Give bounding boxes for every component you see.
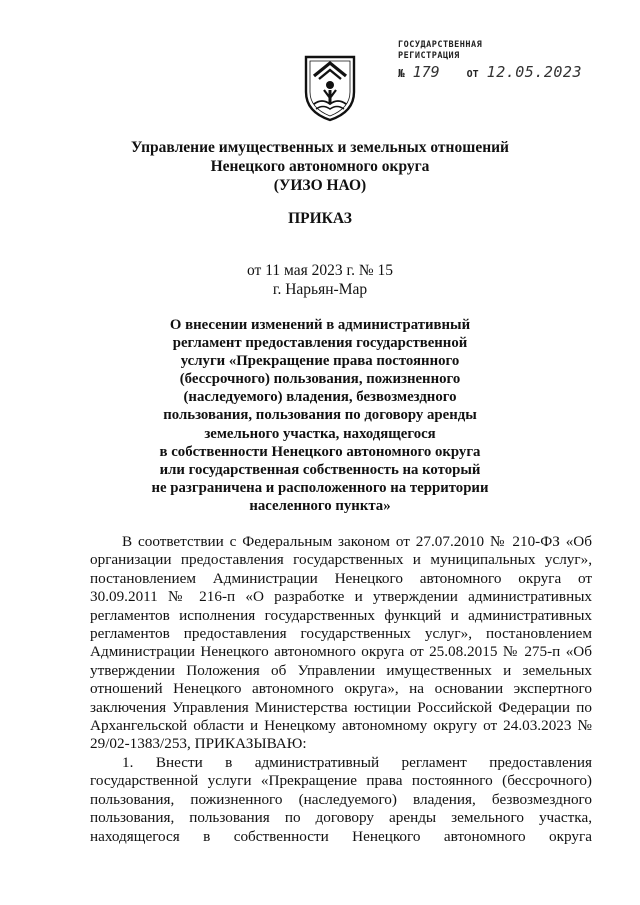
organization-line2: Ненецкого автономного округа — [210, 158, 430, 175]
subject-line: услуги «Прекращение права постоянного — [180, 353, 460, 370]
subject-line: регламент предоставления государственной — [172, 335, 468, 352]
organization-line1: Управление имущественных и земельных отношений — [131, 139, 509, 156]
order-title: ПРИКАЗ — [288, 210, 352, 227]
subject-line: земельного участка, находящегося — [204, 425, 436, 442]
subject-line: пользования, пользования по договору аренды — [163, 407, 477, 424]
order-subject — [130, 316, 510, 515]
registration-from-label: ОТ — [466, 69, 479, 80]
subject-line: населенного пункта» — [249, 497, 391, 514]
registration-number-sign: № — [398, 67, 405, 80]
order-date-line: от 11 мая 2023 г. № 15 — [247, 262, 393, 279]
registration-stamp — [398, 40, 598, 81]
organization-name — [90, 138, 550, 195]
subject-line: не разграничена и расположенного на территории — [151, 479, 489, 496]
body-paragraph-item1: 1. Внести в административный регламент предоставления государственной услуги «Прекращение права постоянного (бессрочного) пользования, пожизненного (наследуемого) владения, безвозмездного пользования, пользования по договору аренды земельного участка, находящегося в собственности Ненецкого автономного округа — [90, 753, 592, 845]
organization-line3: (УИЗО НАО) — [273, 177, 367, 194]
registration-number: 179 — [412, 63, 440, 81]
subject-line: (наследуемого) владения, безвозмездного — [183, 389, 457, 406]
city: г. Нарьян-Мар — [272, 281, 368, 298]
body-paragraph-preamble: В соответствии с Федеральным законом от 27.07.2010 № 210-ФЗ «Об организации предоставления государственных и муниципальных услуг», постановлением Администрации Ненецкого автономного округа от 30.09.2011 № 216-п «О разработке и утверждении административных регламентов исполнения государственных функций и административных регламентов предоставления государственных услуг», постановлением Администрации Ненецкого автономного округа от 25.08.2015 № 275-п «Об утверждении Положения об Управлении имущественных и земельных отношений Ненецкого автономного округа», на основании экспертного заключения Управления Министерства юстиции Российской Федерации по Архангельской области и Ненецкому автономному округу от 24.03.2023 № 29/02-1383/253, ПРИКАЗЫВАЮ: — [90, 533, 592, 753]
subject-line: или государственная собственность на который — [159, 461, 481, 478]
registration-stamp-line2: РЕГИСТРАЦИЯ — [398, 51, 460, 61]
subject-line: О внесении изменений в административный — [169, 317, 471, 333]
coat-of-arms-icon — [302, 54, 358, 122]
subject-line: в собственности Ненецкого автономного округа — [159, 443, 481, 460]
registration-date: 12.05.2023 — [486, 63, 582, 81]
subject-line: (бессрочного) пользования, пожизненного — [179, 371, 461, 388]
registration-stamp-row — [398, 63, 598, 81]
order-body — [90, 533, 592, 846]
registration-stamp-line1: ГОСУДАРСТВЕННАЯ — [398, 40, 483, 50]
